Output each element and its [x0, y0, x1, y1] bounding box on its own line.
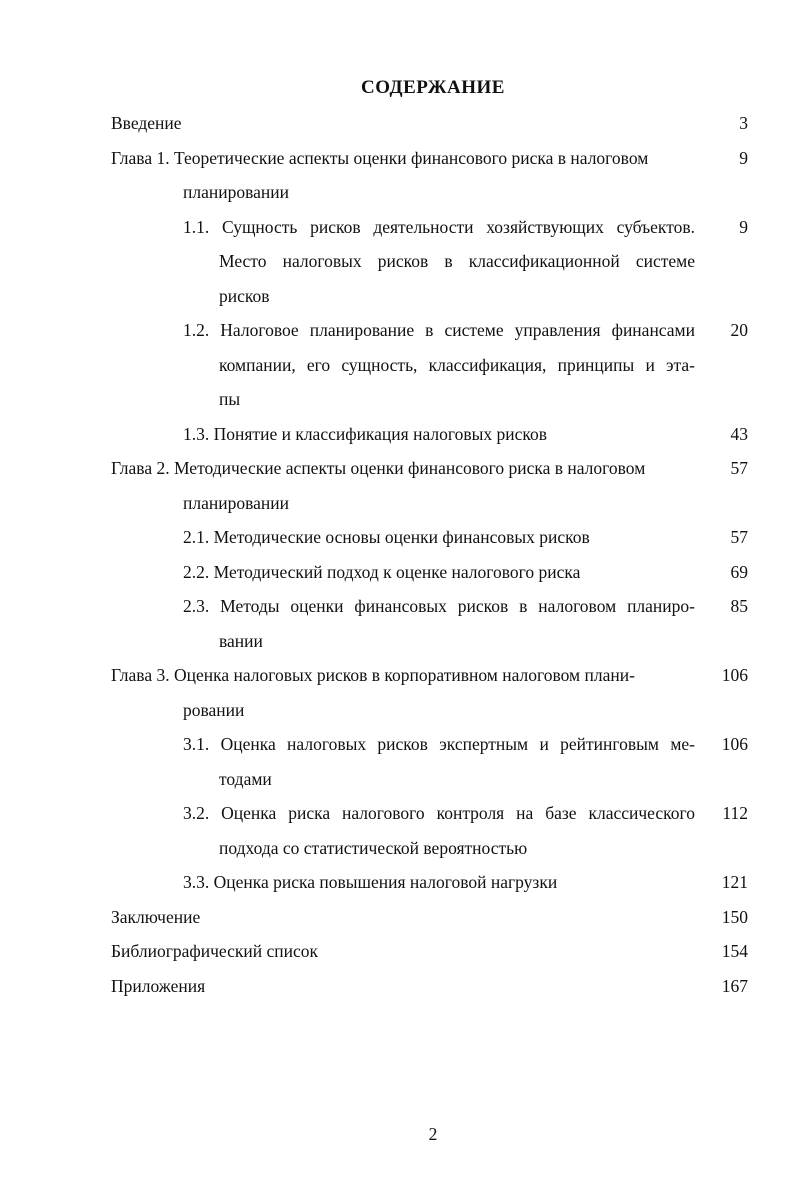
toc-entry-line: планировании [183, 492, 289, 513]
toc-entry-line: Место налоговых рисков в классификационной системе [219, 251, 695, 271]
toc-entry-line: Заключение [111, 906, 201, 927]
toc-entry [0, 727, 792, 796]
toc-entry-line: компании, его сущность, классификация, принципы и эта- [219, 354, 695, 375]
toc-entry [0, 589, 792, 658]
toc-entry-line: рисков [219, 285, 270, 306]
toc-page-number: 69 [730, 561, 748, 582]
toc-entry-line: вании [219, 630, 263, 651]
toc-entry-line: 2.1. Методические основы оценки финансовых рисков [183, 527, 590, 547]
toc-entry [0, 451, 792, 520]
toc-entry-line: подхода со статистической вероятностью [219, 837, 528, 858]
toc-entry-line: 2.3. Методы оценки финансовых рисков в налоговом планиро- [183, 596, 695, 616]
toc-page-number: 154 [721, 941, 748, 961]
toc-entry-line: ровании [183, 699, 245, 720]
toc-entry-line: Глава 3. Оценка налоговых рисков в корпоративном налоговом плани- [111, 665, 635, 685]
toc-entry [0, 417, 792, 452]
toc-entry-line: 1.1. Сущность рисков деятельности хозяйствующих субъектов. [183, 216, 695, 237]
toc-page-number: 3 [739, 113, 748, 133]
toc-entry-line: планировании [183, 182, 289, 202]
toc-entry [0, 210, 792, 314]
toc-page-number: 121 [721, 872, 748, 892]
table-of-contents [0, 106, 792, 1003]
toc-entry [0, 796, 792, 865]
toc-entry [0, 658, 792, 727]
toc-page-number: 167 [721, 975, 748, 996]
toc-page-number: 57 [730, 458, 748, 478]
toc-entry [0, 313, 792, 417]
toc-page-number: 85 [730, 596, 748, 616]
toc-entry-line: Введение [111, 113, 182, 133]
toc-entry [0, 900, 792, 935]
toc-entry-line: 2.2. Методический подход к оценке налогового риска [183, 561, 581, 582]
toc-entry-line: 3.1. Оценка налоговых рисков экспертным и рейтинговым ме- [183, 734, 695, 754]
toc-page-number: 43 [730, 423, 748, 444]
toc-entry-line: Библиографический список [111, 941, 319, 961]
toc-entry-line: Глава 1. Теоретические аспекты оценки финансового риска в налоговом [111, 147, 649, 168]
toc-page-number: 20 [730, 320, 748, 340]
toc-page-number: 106 [721, 734, 748, 754]
toc-entry-line: 3.3. Оценка риска повышения налоговой нагрузки [183, 872, 558, 892]
toc-entry [0, 934, 792, 969]
toc-entry-line: тодами [219, 768, 272, 789]
toc-page-number: 9 [739, 147, 748, 168]
toc-entry [0, 520, 792, 555]
toc-entry [0, 969, 792, 1004]
toc-entry-line: Приложения [111, 975, 206, 996]
toc-page-number: 57 [730, 527, 748, 547]
toc-page-number: 106 [721, 665, 748, 685]
page-number: 2 [428, 1124, 438, 1144]
toc-entry-line: Глава 2. Методические аспекты оценки финансового риска в налоговом [111, 458, 646, 478]
toc-entry-line: 1.2. Налоговое планирование в системе управления финансами [183, 320, 695, 340]
page-title: СОДЕРЖАНИЕ [361, 77, 505, 98]
toc-entry [0, 141, 792, 210]
toc-entry [0, 865, 792, 900]
toc-entry-line: 3.2. Оценка риска налогового контроля на базе классического [183, 803, 695, 823]
toc-page-number: 150 [721, 906, 748, 927]
toc-entry-line: пы [219, 389, 241, 409]
toc-entry-line: 1.3. Понятие и классификация налоговых рисков [183, 423, 548, 444]
toc-page-number: 9 [739, 216, 748, 237]
toc-entry [0, 106, 792, 141]
toc-page-number: 112 [722, 803, 748, 823]
toc-entry [0, 555, 792, 590]
